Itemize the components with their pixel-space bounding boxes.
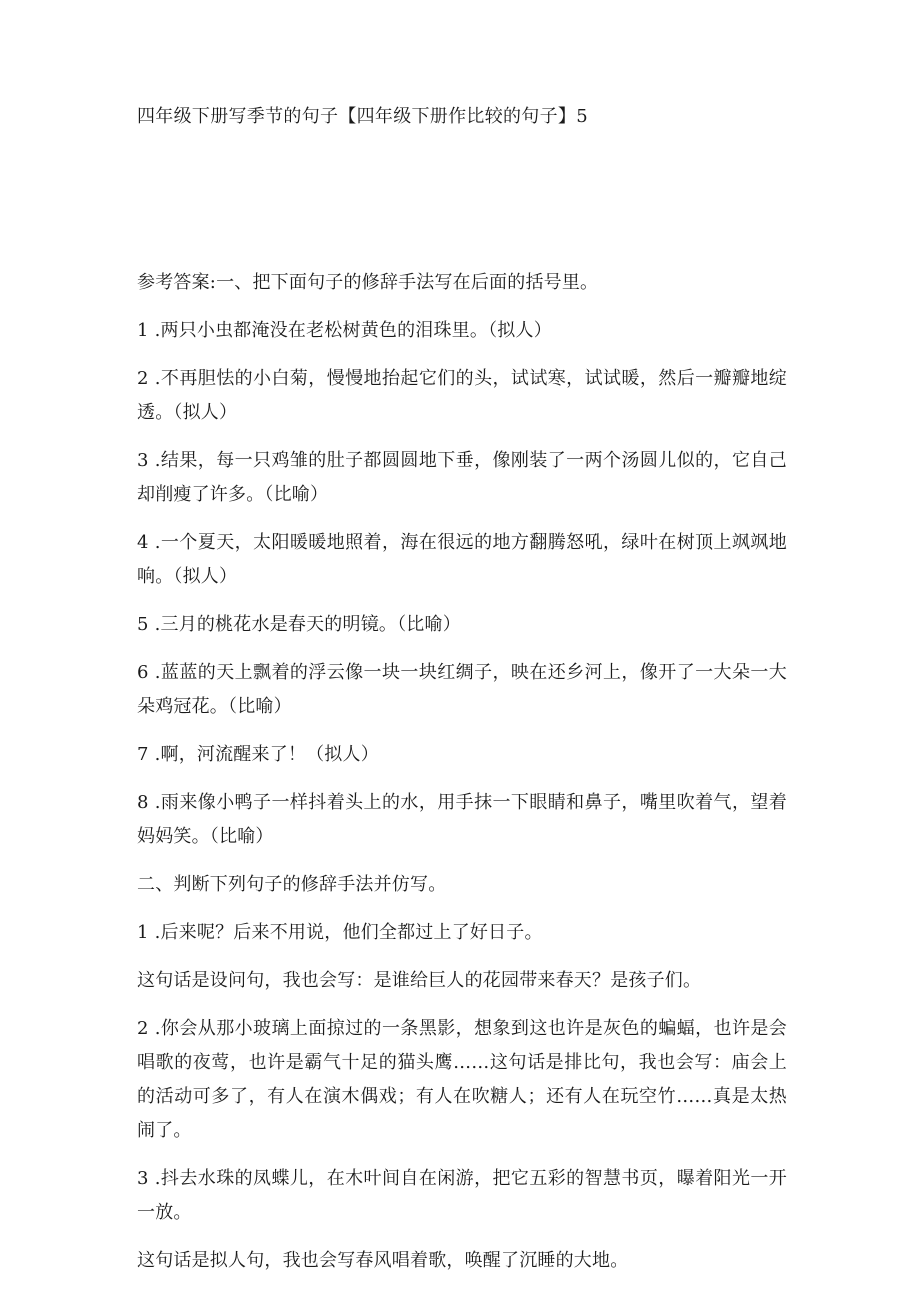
section-two-heading: 二、判断下列句子的修辞手法并仿写。: [137, 874, 447, 895]
document-body: [137, 266, 787, 1292]
section-two-item-2: 2 .你会从那小玻璃上面掠过的一条黑影，想象到这也许是灰色的蝙蝠，也许是会唱歌的夜莺，也许是霸气十足的猫头鹰……这句话是排比句，我也会写：庙会上的活动可多了，有人在演木偶戏；有人在吹糖人；还有人在玩空竹……真是太热闹了。: [137, 1018, 787, 1141]
answer-item-1: 1 .两只小虫都淹没在老松树黄色的泪珠里。（拟人）: [137, 320, 552, 341]
answer-item-7: 7 .啊，河流醒来了！（拟人）: [137, 744, 379, 765]
answer-item-2: 2 .不再胆怯的小白菊，慢慢地抬起它们的头，试试寒，试试暖，然后一瓣瓣地绽透。（拟人）: [137, 368, 787, 423]
answer-item-4: 4 .一个夏天，太阳暖暖地照着，海在很远的地方翻腾怒吼，绿叶在树顶上飒飒地响。（拟人）: [137, 532, 787, 587]
answer-item-8: 8 .雨来像小鸭子一样抖着头上的水，用手抹一下眼睛和鼻子，嘴里吹着气，望着妈妈笑。（比喻）: [137, 792, 787, 847]
answer-item-5: 5 .三月的桃花水是春天的明镜。（比喻）: [137, 614, 461, 635]
answer-heading: 参考答案:一、把下面句子的修辞手法写在后面的括号里。: [137, 272, 599, 293]
answer-item-6: 6 .蓝蓝的天上飘着的浮云像一块一块红绸子，映在还乡河上，像开了一大朵一大朵鸡冠花。（比喻）: [137, 662, 787, 717]
answer-item-3: 3 .结果，每一只鸡雏的肚子都圆圆地下垂，像刚装了一两个汤圆儿似的，它自己却削瘦了许多。（比喻）: [137, 450, 787, 505]
document-title: 四年级下册写季节的句子【四年级下册作比较的句子】5: [137, 106, 588, 127]
section-two-answer-1: 这句话是设问句，我也会写：是谁给巨人的花园带来春天？是孩子们。: [137, 970, 702, 991]
section-two-item-1: 1 .后来呢？后来不用说，他们全都过上了好日子。: [137, 922, 543, 943]
section-two-item-3: 3 .抖去水珠的凤蝶儿，在木叶间自在闲游，把它五彩的智慧书页，曝着阳光一开一放。: [137, 1168, 787, 1223]
section-two-answer-3: 这句话是拟人句，我也会写春风唱着歌，唤醒了沉睡的大地。: [137, 1250, 629, 1271]
